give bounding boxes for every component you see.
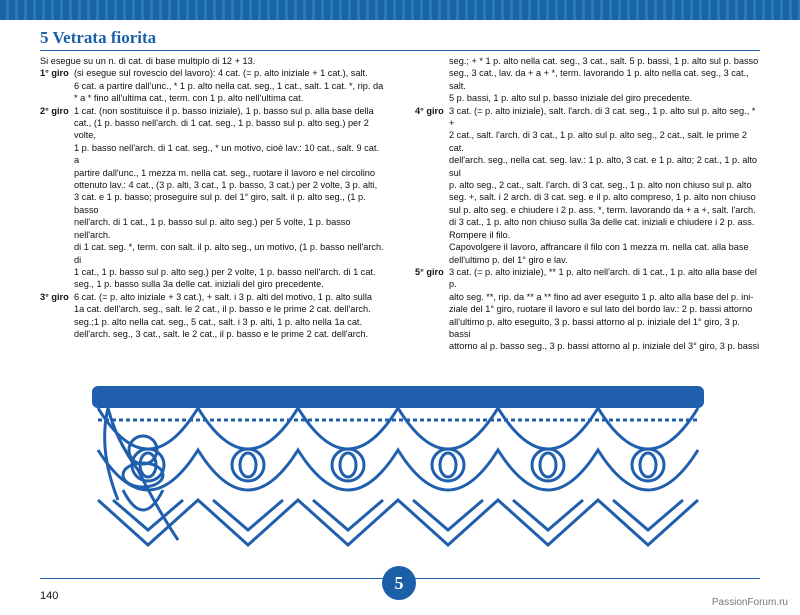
text-line: nell'arch. di 1 cat., 1 p. basso sul p. alto seg.) per 5 volte, 1 p. basso nell'arch. xyxy=(74,217,351,240)
round-3-continuation xyxy=(415,55,760,105)
text-line: dell'arch. seg., 3 cat., salt. le 2 cat., il p. basso e le prime 2 cat. dell'arch. xyxy=(74,328,369,339)
text-line: 1 cat. (non sostituisce il p. basso iniziale), 1 p. basso sul p. alla base della xyxy=(74,105,374,116)
text-line: 6 cat. (= p. alto iniziale + 3 cat.), + salt. i 3 p. alti del motivo, 1 p. alto sulla xyxy=(74,291,372,302)
instructions-right-column xyxy=(415,55,760,353)
text-line: cat., (1 p. basso nell'arch. di 1 cat. seg., 1 p. basso sul p. alto seg.) per 2 volte, xyxy=(74,118,369,141)
text-line: * a * fino all'ultima cat., term. con 1 p. alto nell'ultima cat. xyxy=(74,93,304,104)
text-line: 3 cat. (= p. alto iniziale), ** 1 p. alto nell'arch. di 1 cat., 1 p. alto alla base del p. xyxy=(449,266,757,290)
text-line: seg. +, salt. i 2 arch. di 3 cat. seg. e il p. alto compreso, 1 p. alto non chiuso xyxy=(449,192,756,203)
cut-note xyxy=(415,241,760,266)
text-line: dell'ultimo p. del 1° giro e lav. xyxy=(449,254,568,265)
text-line: seg., 1 p. basso sulla 3a delle cat. iniziali del giro precedente. xyxy=(74,279,324,290)
text-line: seg.;1 p. alto nella cat. seg., 5 cat., salt. i 3 p. alti, 1 p. alto nella 1a cat. xyxy=(74,316,363,327)
page-number: 140 xyxy=(40,590,59,602)
intro-text: Si esegue su un n. di cat. di base multiplo di 12 + 13. xyxy=(40,56,256,66)
text-line: dell'arch. seg., nella cat. seg. lav.: 1 p. alto, 3 cat. e 1 p. alto; 2 cat., 1 p. alto sul xyxy=(449,155,758,178)
title-underline xyxy=(40,50,760,51)
text-line: 6 cat. a partire dall'unc., * 1 p. alto nella cat. seg., 1 cat., salt. 1 cat. *, rip. da xyxy=(74,80,384,91)
round-4 xyxy=(415,105,760,241)
text-line: p. alto seg., 2 cat., salt. l'arch. di 3 cat. seg., 1 p. alto non chiuso sul p. alto xyxy=(449,180,752,191)
round-5 xyxy=(415,266,760,353)
instructions-left-column xyxy=(40,55,385,340)
text-line: alto seg. **, rip. da ** a ** fino ad aver eseguito 1 p. alto alla base del p. ini- xyxy=(449,291,754,302)
text-line: attorno al p. basso seg., 3 p. bassi attorno al p. iniziale del 3° giro, 3 p. bassi xyxy=(449,341,760,352)
watermark: PassionForum.ru xyxy=(711,597,788,608)
text-line: 1 cat., 1 p. basso sul p. alto seg.) per 2 volte, 1 p. basso nell'arch. di 1 cat. xyxy=(74,266,376,277)
text-line: seg.; + * 1 p. alto nella cat. seg., 3 cat., salt. 5 p. bassi, 1 p. alto sul p. basso xyxy=(449,56,759,66)
round-2 xyxy=(40,105,385,291)
text-line: 5 p. bassi, 1 p. alto sul p. basso iniziale del giro precedente. xyxy=(449,93,693,104)
text-line: 2 cat., salt. l'arch. di 3 cat., 1 p. alto sul p. alto seg., 2 cat., salt. le prime 2 cat. xyxy=(449,130,747,153)
round-label: 2° giro xyxy=(40,105,69,116)
crochet-lace-illustration xyxy=(88,380,708,550)
text-line: 3 cat. e 1 p. basso; proseguire sul p. del 1° giro, salt. il p. alto seg., (1 p. basso xyxy=(74,192,366,215)
text-line: di 1 cat. seg. *, term. con salt. il p. alto seg., un motivo, (1 p. basso nell'arch. di xyxy=(74,242,384,265)
text-line: partire dall'unc., 1 mezza m. nella cat. seg., ruotare il lavoro e nel circolino xyxy=(74,167,375,178)
text-line: ottenuto lav.: 4 cat., (3 p. alti, 3 cat., 1 p. basso, 3 cat.) per 2 volte, 3 p. alti, xyxy=(74,180,378,191)
round-label: 4° giro xyxy=(415,105,444,116)
text-line: di 3 cat., 1 p. alto non chiuso sulla 3a delle cat. iniziali e chiudere i 2 p. ass. xyxy=(449,217,755,228)
round-label: 1° giro xyxy=(40,68,69,79)
text-line: 1a cat. dell'arch. seg., salt. le 2 cat., il p. basso e le prime 2 cat. dell'arch. xyxy=(74,304,371,315)
text-line: Capovolgere il lavoro, affrancare il filo con 1 mezza m. nella cat. alla base xyxy=(449,242,749,253)
page-title: 5 Vetrata fiorita xyxy=(40,28,157,47)
text-line: 3 cat. (= p. alto iniziale), salt. l'arch. di 3 cat. seg., 1 p. alto sul p. alto seg., * + xyxy=(449,105,756,129)
text-line: ziale del 1° giro, ruotare il lavoro e sul lato del bordo lav.: 2 p. bassi attorno xyxy=(449,304,753,315)
text-line: sul p. alto seg. e chiudere i 2 p. ass. *, term. lavorando da + a +, salt. l'arch. xyxy=(449,204,756,215)
text-line: Rompere il filo. xyxy=(449,229,511,240)
text-line: seg., 3 cat., lav. da + a + *, term. lavorando 1 p. alto nella cat. seg., 3 cat., salt. xyxy=(449,68,749,91)
round-label: 3° giro xyxy=(40,291,69,302)
round-label: 5° giro xyxy=(415,266,444,277)
text-line: (si esegue sul rovescio del lavoro): 4 cat. (= p. alto iniziale + 1 cat.), salt. xyxy=(74,68,368,79)
text-line: 1 p. basso nell'arch. di 1 cat. seg., * un motivo, cioè lav.: 10 cat., salt. 9 cat. a xyxy=(74,142,379,166)
text-line: all'ultimo p. alto eseguito, 3 p. bassi attorno al p. iniziale del 1° giro, 3 p. bassi xyxy=(449,316,740,339)
pattern-number-badge: 5 xyxy=(382,566,416,600)
round-3 xyxy=(40,291,385,341)
round-1 xyxy=(40,67,385,104)
header-bar xyxy=(0,0,800,20)
